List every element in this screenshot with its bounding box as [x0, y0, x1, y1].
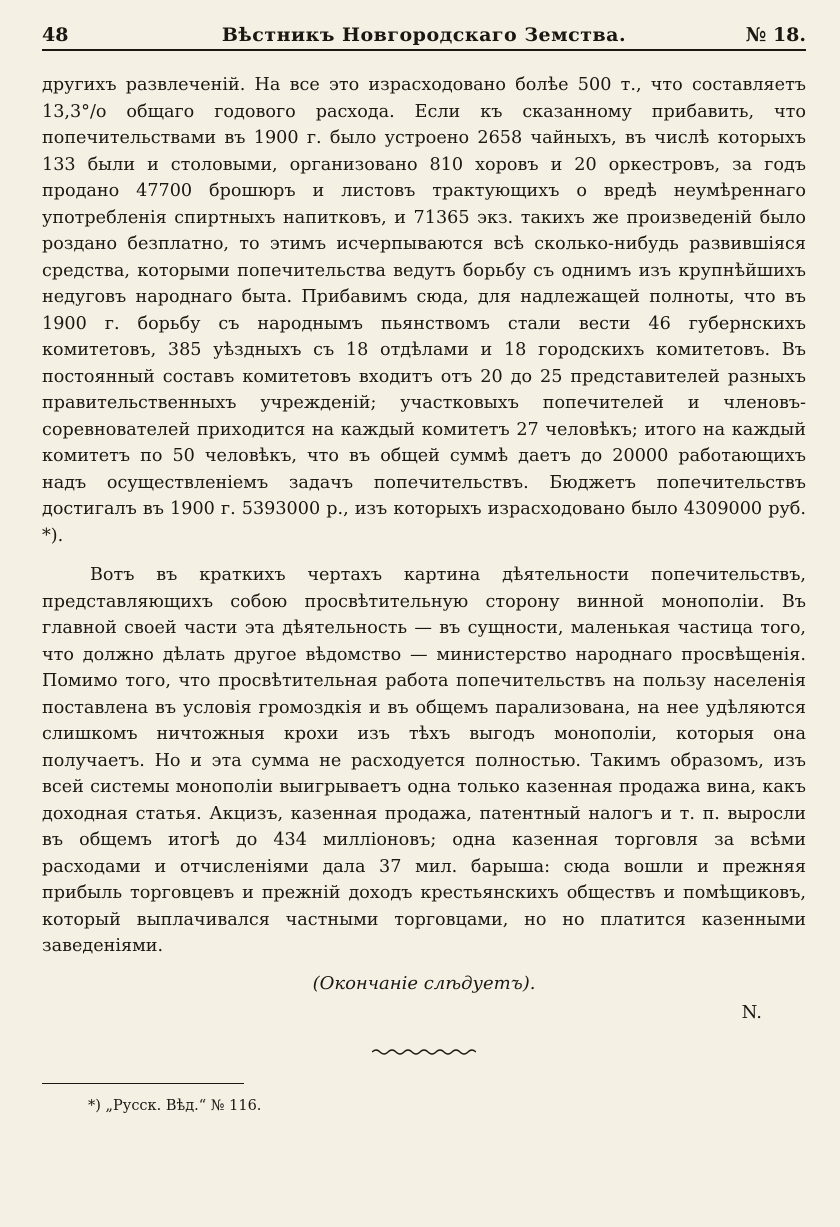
paragraph-1: другихъ развлеченій. На все это израсходовано болѣе 500 т., что составляетъ 13,3°/о общагo годового расхода. Если къ сказанному прибавить, что попечительствами въ 1900 г. было устроено 2658 чайныхъ, въ числѣ которыхъ 133 были и столовыми, организовано 810 хоровъ и 20 оркестровъ, за годъ продано 47700 брошюръ и листовъ трактующихъ о вредѣ неумѣреннаго употребленія спиртныхъ напитковъ, и 71365 экз. такихъ же произведеній было роздано безплатно, то этимъ исчерпываются всѣ сколько-нибудь развившіяся средства, которыми попечительства ведутъ борьбу съ однимъ изъ крупнѣйшихъ недуговъ народнаго быта. Прибавимъ сюда, для надлежащей полноты, что въ 1900 г. борьбу съ народнымъ пьянствомъ стали вести 46 губернскихъ комитетовъ, 385 уѣздныхъ съ 18 отдѣлами и 18 городскихъ комитетовъ. Въ постоянный составъ комитетовъ входитъ отъ 20 до 25 представителей разныхъ правительственныхъ учрежденій; участковыхъ попечителей и членовъ-соревнователей приходится на каждый комитетъ 27 человѣкъ; итого на каждый комитетъ по 50 человѣкъ, что въ общей суммѣ даетъ до 20000 работающихъ надъ осуществленіемъ задачъ попечительствъ. Бюджетъ попечительствъ достигалъ въ 1900 г. 5393000 р., изъ которыхъ израсходовано было 4309000 руб. *). — [42, 75, 806, 546]
page — [42, 20, 806, 1114]
paragraph-2: Вотъ въ краткихъ чертахъ картина дѣятельности попечительствъ, представляющихъ собою просвѣтительную сторону винной монополіи. Въ главной своей части эта дѣятельность — въ сущности, маленькая частица того, что должно дѣлать другое вѣдомство — министерство народнаго просвѣщенія. Помимо того, что просвѣтительная работа попечительствъ на пользу населенія поставлена въ условія громоздкія и въ общемъ парализована, на нее удѣляются слишкомъ ничтожныя крохи изъ тѣхъ выгодъ монополіи, которыя она получаетъ. Но и эта сумма не расходуется полностью. Такимъ образомъ, изъ всей системы монополіи выигрываетъ одна только казенная продажа вина, какъ доходная статья. Акцизъ, казенная продажа, патентный налогъ и т. п. выросли въ общемъ итогѣ до 434 милліоновъ; одна казенная торговля за всѣми расходами и отчисленіями дала 37 мил. барыша: сюда вошли и прежняя прибыль торговцевъ и прежній доходъ крестьянскихъ обществъ и помѣщиковъ, который выплачивался частными торговцами, но но платится казенными заведеніями. — [42, 565, 806, 956]
header-rule — [42, 49, 806, 51]
footnote: *) „Русск. Вѣд.“ № 116. — [88, 1097, 262, 1114]
journal-title: Вѣстникъ Новгородскаго Земства. — [221, 24, 627, 46]
page-number: 48 — [42, 24, 69, 46]
author-signature: N. — [741, 1001, 762, 1023]
footnote-rule — [42, 1083, 244, 1084]
running-header — [42, 20, 806, 52]
issue-number: № 18. — [745, 24, 806, 46]
wavy-ornament — [42, 1045, 806, 1061]
article-body — [42, 72, 806, 960]
to-be-continued: (Окончаніе слѣдуетъ). — [312, 972, 536, 994]
